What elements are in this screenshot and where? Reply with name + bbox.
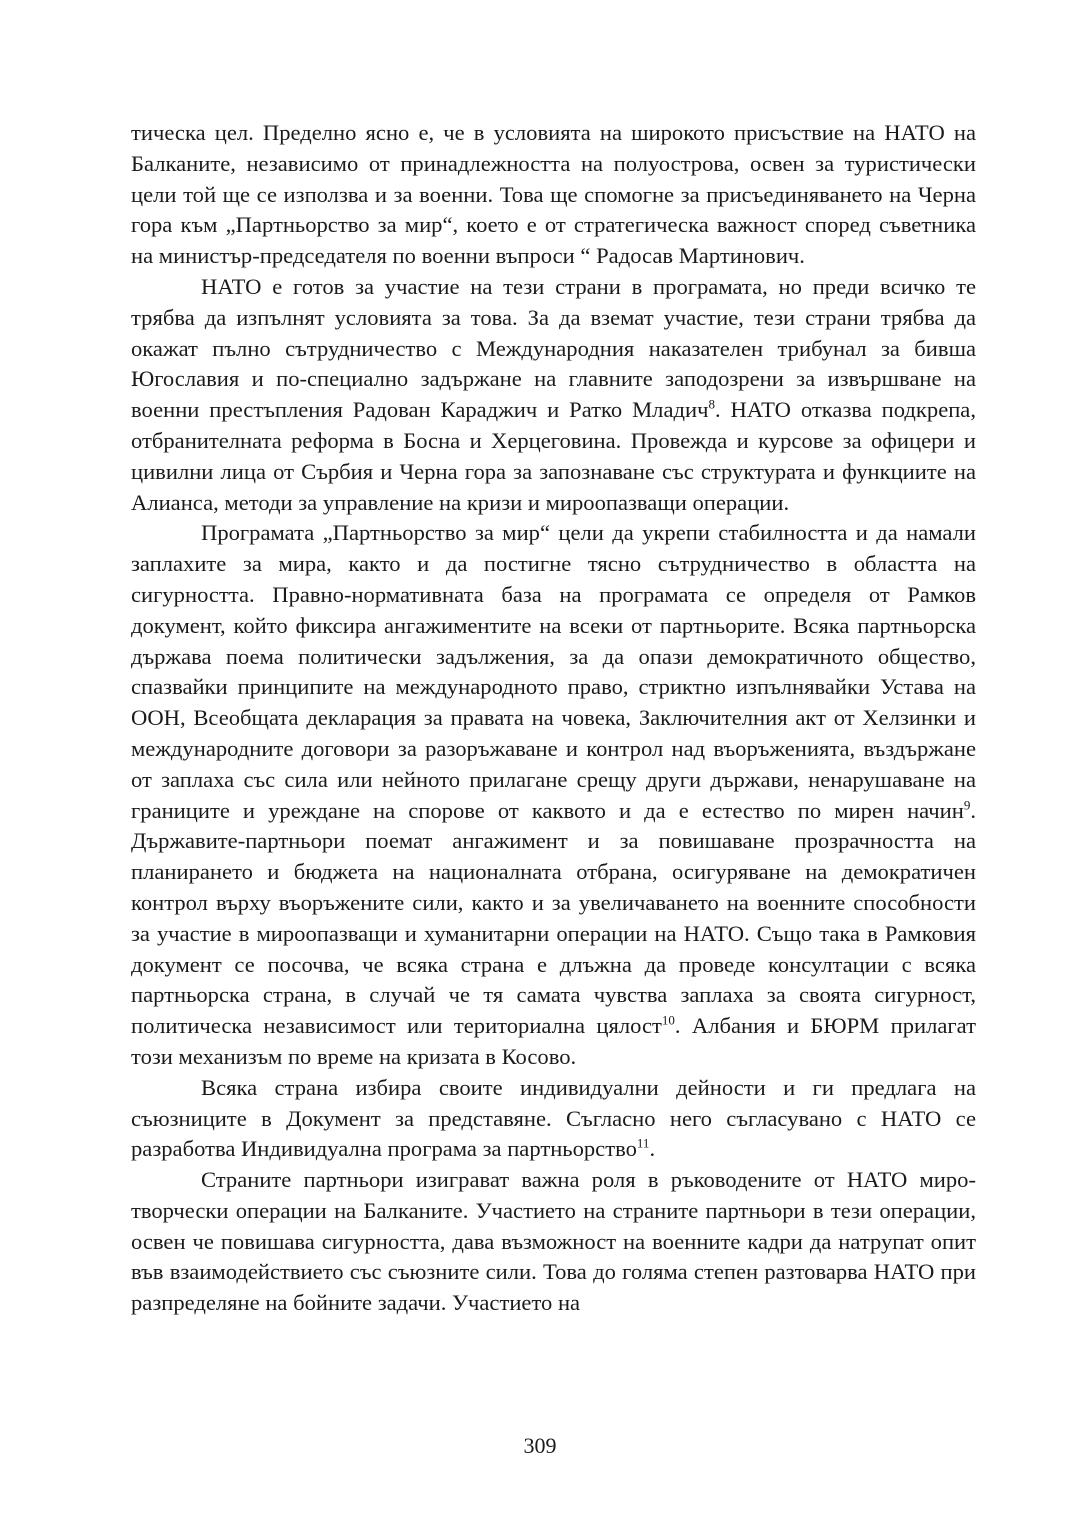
page-number: 309 <box>523 1433 557 1458</box>
paragraph-3-text: Програмата „Партньорство за мир“ цели да укрепи стабилността и да намали заплахите за мира, както и да постигне тясно сътрудничество в областта на сигурността. Правно-нормативната база на програмата се определя от Рамков документ, който фиксира ангажиментите на всеки от партньорите. Всяка партньорска държава поема политически задължения, за да опази демократичното общество, спазвайки принципите на международното право, стриктно изпълнявайки Устава на ООН, Всеобщата декларация за правата на човека, Заключителния акт от Хелзинки и международните договори за разоръжаване и контрол над въоръженията, въздържане от заплаха със сила или нейното прилагане срещу други държави, ненарушаване на границите и уреждане на спорове от каквото и да е естество по мирен начин <box>131 520 976 823</box>
footnote-ref-9[interactable]: 9 <box>963 797 971 812</box>
paragraph-5 <box>131 1165 976 1319</box>
paragraph-2-text: НАТО е готов за участие на тези страни в програмата, но преди всичко те трябва да изпълнят условията за това. За да вземат участие, тези страни трябва да окажат пълно сътрудничество с Международния наказателен трибунал за бивша Югославия и по-специално задържане на главните заподозрени за извършване на военни престъпления Радован Караджич и Ратко Младич <box>131 273 976 423</box>
paragraph-4-text: Всяка страна избира своите индивидуални дейности и ги предлага на съюзниците в Документ за представяне. Съгласно него съгласувано с НАТО се разработва Индивидуална програма за партньорство <box>131 1074 976 1162</box>
paragraph-3-text-cont2: . Албания и БЮРМ прилагат този механизъм по време на кризата в Косово. <box>131 1013 976 1069</box>
paragraph-2 <box>131 272 976 518</box>
paragraph-1 <box>131 118 976 272</box>
paragraph-3-text-cont: . Държавите-партньори поемат ангажимент и за повишаване прозрачността на планирането и бюджета на националната отбрана, осигуряване на демократичен контрол върху въоръжените сили, както и за увеличаването на военните способности за участие в мироопазващи и хуманитарни операции на НАТО. Също така в Рамковия документ се посочва, че всяка страна е длъжна да проведе консултации с всяка партньорска страна, в случай че тя самата чувства заплаха за своята сигурност, политическа независимост или териториална цялост <box>131 797 976 1039</box>
paragraph-3 <box>131 518 976 1072</box>
page-body <box>131 118 976 1319</box>
footnote-ref-11[interactable]: 11 <box>636 1135 650 1151</box>
paragraph-1-text: тическа цел. Пределно ясно е, че в условията на широкото присъствие на НАТО на Балканите, независимо от принадлежността на полуострова, освен за туристически цели той ще се използва и за военни. Това ще спомогне за присъединяването на Черна гора към „Партньорство за мир“, което е от стратегическа важност според съветника на министър-председателя по военни въпроси “ Радосав Мартинович. <box>131 120 976 269</box>
paragraph-4 <box>131 1073 976 1165</box>
paragraph-4-text-cont: . <box>649 1136 656 1162</box>
paragraph-5-text: Страните партньори изиграват важна роля в ръководените от НАТО миротворчески операции на Балканите. Участието на страните партньори в тези операции, освен че повишава сигурността, дава възможност на военните кадри да натрупат опит във взаимодействието със съюзните сили. Това до голяма степен разтоварва НАТО при разпределяне на бойните задачи. Участието на <box>131 1167 976 1316</box>
paragraph-2-text-cont: . НАТО отказва подкрепа, отбранителната реформа в Босна и Херцеговина. Провежда и курсове за офицери и цивилни лица от Сърбия и Черна гора за запознаване със структурата и функциите на Алианса, методи за управление на кризи и мироопазващи операции. <box>131 397 976 515</box>
footnote-ref-10[interactable]: 10 <box>661 1012 675 1028</box>
footnote-ref-8[interactable]: 8 <box>708 396 715 412</box>
